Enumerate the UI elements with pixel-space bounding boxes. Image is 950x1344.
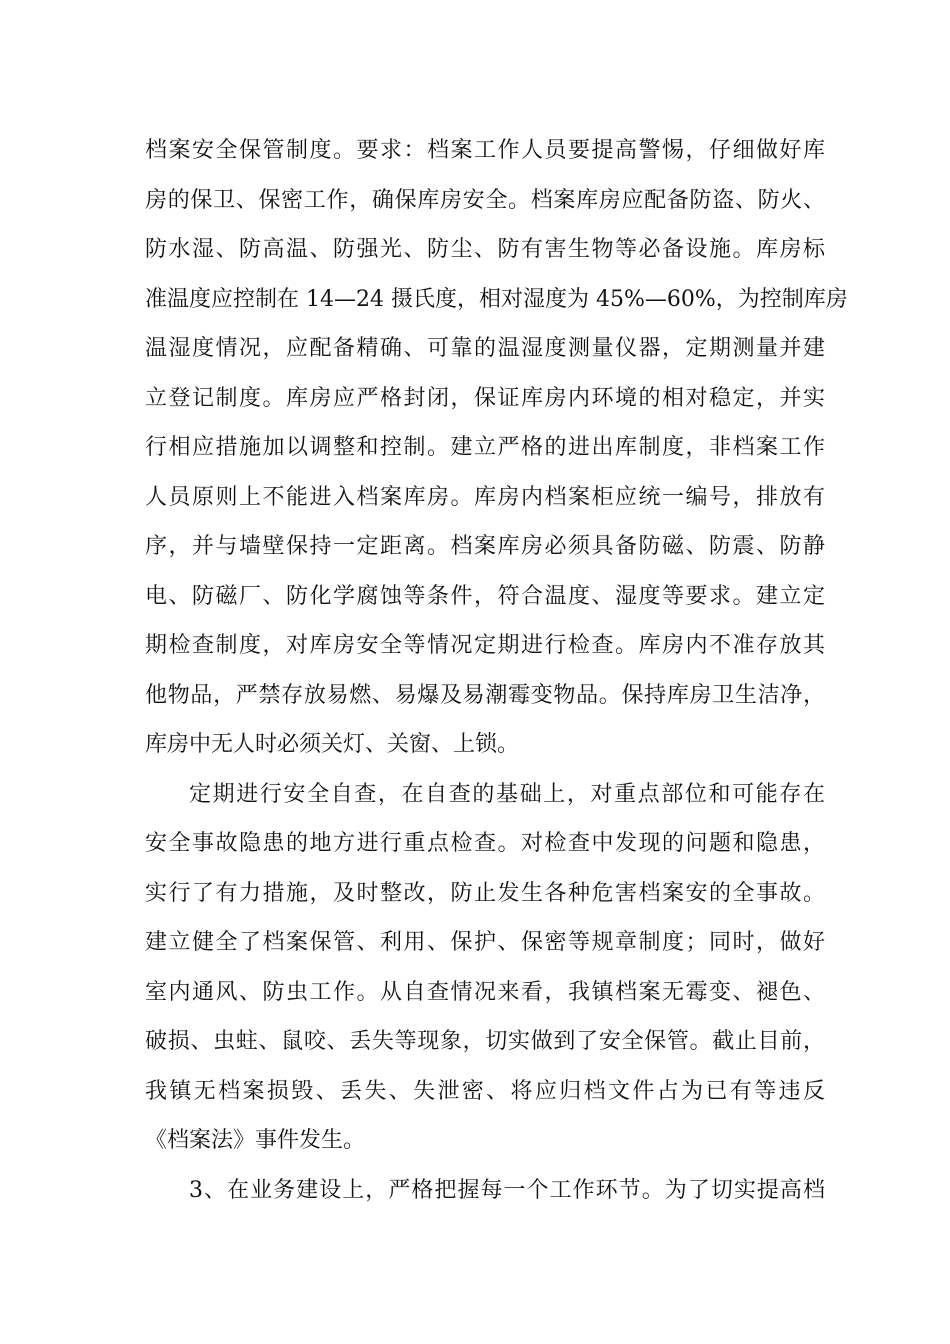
text-line: 人员原则上不能进入档案库房。库房内档案柜应统一编号，排放有 [145,484,825,510]
text-line-paragraph-start: 3、在业务建设上，严格把握每一个工作环节。为了切实提高档 [189,1177,825,1203]
text-line: 室内通风、防虫工作。从自查情况来看，我镇档案无霉变、褪色、 [145,979,825,1005]
text-line: 房的保卫、保密工作，确保库房安全。档案库房应配备防盗、防火、 [145,187,825,213]
text-line: 破损、虫蛀、鼠咬、丢失等现象，切实做到了安全保管。截止目前， [145,1029,825,1054]
text-line: 档案安全保管制度。要求：档案工作人员要提高警惕，仔细做好库 [145,138,825,163]
text-line-paragraph-start: 定期进行安全自查，在自查的基础上，对重点部位和可能存在 [189,781,825,807]
text-line: 建立健全了档案保管、利用、保护、保密等规章制度；同时，做好 [145,930,825,955]
text-line: 实行了有力措施，及时整改，防止发生各种危害档案安的全事故。 [145,880,825,906]
text-line: 期检查制度，对库房安全等情况定期进行检查。库房内不准存放其 [145,633,825,658]
text-line: 行相应措施加以调整和控制。建立严格的进出库制度，非档案工作 [145,435,825,460]
text-line-paragraph-end: 库房中无人时必须关灯、关窗、上锁。 [145,732,520,757]
text-line-paragraph-end: 《档案法》事件发生。 [145,1128,366,1153]
text-line: 我镇无档案损毁、丢失、失泄密、将应归档文件占为已有等违反 [145,1078,825,1104]
text-line: 安全事故隐患的地方进行重点检查。对检查中发现的问题和隐患， [145,831,825,856]
text-line: 准温度应控制在 14—24 摄氏度，相对湿度为 45%—60%，为控制库房 [145,286,848,312]
text-line: 立登记制度。库房应严格封闭，保证库房内环境的相对稳定，并实 [145,385,825,411]
text-line: 电、防磁厂、防化学腐蚀等条件，符合温度、湿度等要求。建立定 [145,583,825,609]
body-text [145,126,848,1215]
text-line: 温湿度情况，应配备精确、可靠的温湿度测量仪器，定期测量并建 [145,336,825,361]
text-line: 防水湿、防高温、防强光、防尘、防有害生物等必备设施。库房标 [145,237,825,262]
text-line: 序，并与墙壁保持一定距离。档案库房必须具备防磁、防震、防静 [145,534,825,559]
text-line: 他物品，严禁存放易燃、易爆及易潮霉变物品。保持库房卫生洁净， [145,682,825,708]
